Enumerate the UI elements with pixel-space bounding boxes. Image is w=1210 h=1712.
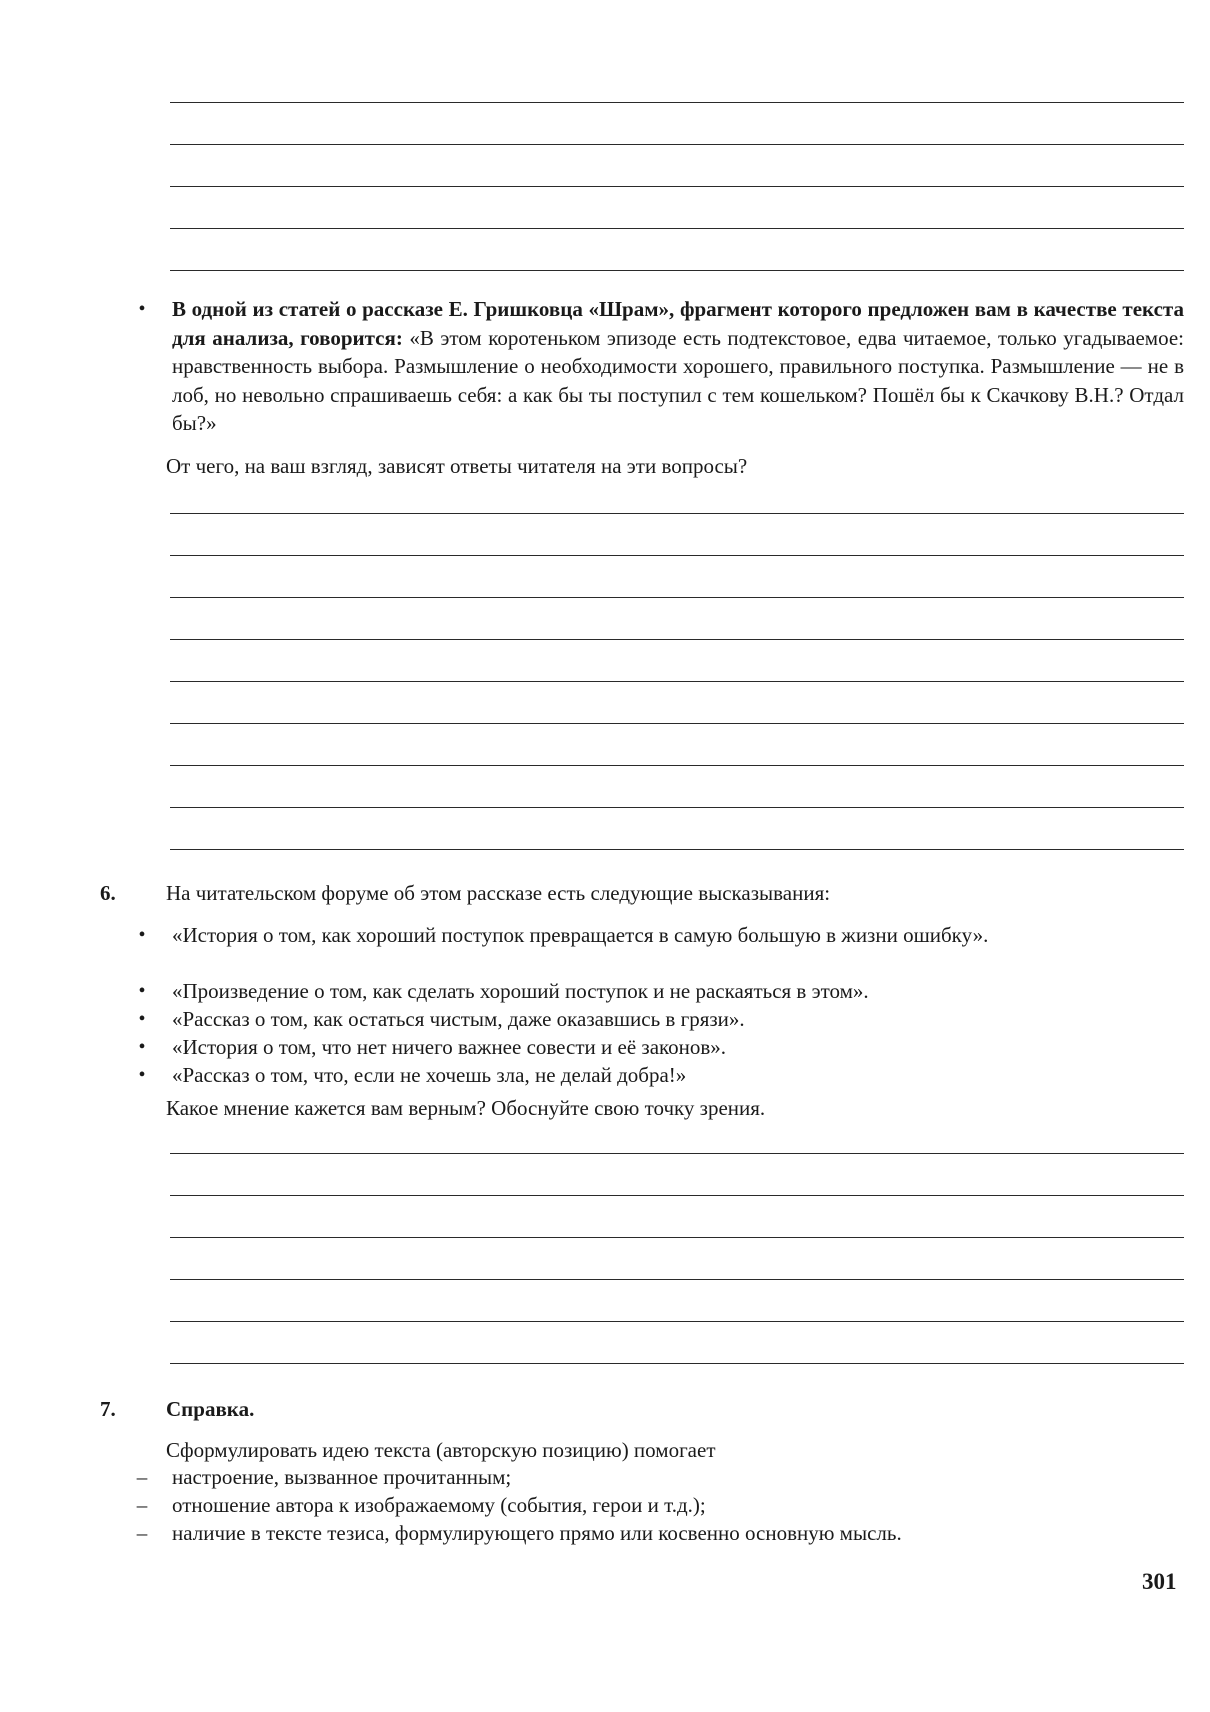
- task-6-question: Какое мнение кажется вам верным? Обоснуйте свою точку зрения.: [166, 1096, 766, 1120]
- answer-line[interactable]: [170, 639, 1184, 640]
- bullet-marker: •: [138, 1036, 146, 1058]
- task-6-opinion-1: «История о том, как хороший поступок превращается в самую большую в жизни ошибку».: [172, 923, 989, 947]
- answer-line[interactable]: [170, 1279, 1184, 1280]
- answer-line[interactable]: [170, 1153, 1184, 1154]
- answer-line[interactable]: [170, 1237, 1184, 1238]
- task-7-item-3: наличие в тексте тезиса, формулирующего прямо или косвенно основную мысль.: [172, 1521, 902, 1545]
- task-6-opinion-5: «Рассказ о том, что, если не хочешь зла, не делай добра!»: [172, 1063, 687, 1087]
- answer-line[interactable]: [170, 144, 1184, 145]
- dash-marker: –: [136, 1493, 148, 1517]
- answer-line[interactable]: [170, 849, 1184, 850]
- intro-quote: «В этом коротеньком эпизоде есть подтекстовое, едва читаемое, только угадываемое: нравственность выбора. Размышление о необходимости хорошего, правильного поступка. Размышление — не в лоб, но невольно спрашиваешь себя: а как бы ты поступил с тем кошельком? Пошёл бы к Скачкову В.Н.? Отдал бы?»: [172, 325, 1184, 436]
- answer-line[interactable]: [170, 186, 1184, 187]
- dash-marker: –: [136, 1521, 148, 1545]
- answer-line[interactable]: [170, 597, 1184, 598]
- task-7-intro: Сформулировать идею текста (авторскую позицию) помогает: [166, 1438, 716, 1462]
- intro-paragraph: [172, 295, 1184, 438]
- task-7-item-1: настроение, вызванное прочитанным;: [172, 1465, 512, 1489]
- intro-lead: В одной из статей о рассказе Е. Гришковца «Шрам», фрагмент которого предложен вам в качестве текста для анализа, говорится:: [172, 297, 1184, 350]
- answer-line[interactable]: [170, 555, 1184, 556]
- bullet-marker: •: [138, 980, 146, 1002]
- intro-question: От чего, на ваш взгляд, зависят ответы читателя на эти вопросы?: [166, 454, 748, 478]
- answer-line[interactable]: [170, 807, 1184, 808]
- answer-line[interactable]: [170, 1321, 1184, 1322]
- task-6-opinion-3: «Рассказ о том, как остаться чистым, даже оказавшись в грязи».: [172, 1007, 745, 1031]
- task-7-number: 7.: [100, 1397, 116, 1421]
- answer-line[interactable]: [170, 1195, 1184, 1196]
- task-7-title: Справка.: [166, 1397, 255, 1421]
- task-7-item-2: отношение автора к изображаемому (события, герои и т.д.);: [172, 1493, 706, 1517]
- answer-line[interactable]: [170, 765, 1184, 766]
- task-6-opinion-4: «История о том, что нет ничего важнее совести и её законов».: [172, 1035, 727, 1059]
- answer-line[interactable]: [170, 1363, 1184, 1364]
- answer-line[interactable]: [170, 102, 1184, 103]
- page-number: 301: [1142, 1569, 1177, 1594]
- answer-line[interactable]: [170, 228, 1184, 229]
- task-6-intro: На читательском форуме об этом рассказе есть следующие высказывания:: [166, 881, 831, 905]
- task-6-number: 6.: [100, 881, 116, 905]
- answer-line[interactable]: [170, 513, 1184, 514]
- answer-line[interactable]: [170, 270, 1184, 271]
- answer-line[interactable]: [170, 681, 1184, 682]
- bullet-marker: •: [138, 1008, 146, 1030]
- task-6-opinion-2: «Произведение о том, как сделать хороший поступок и не раскаяться в этом».: [172, 979, 869, 1003]
- bullet-marker: •: [138, 298, 146, 320]
- bullet-marker: •: [138, 1064, 146, 1086]
- bullet-marker: •: [138, 924, 146, 946]
- dash-marker: –: [136, 1465, 148, 1489]
- answer-line[interactable]: [170, 723, 1184, 724]
